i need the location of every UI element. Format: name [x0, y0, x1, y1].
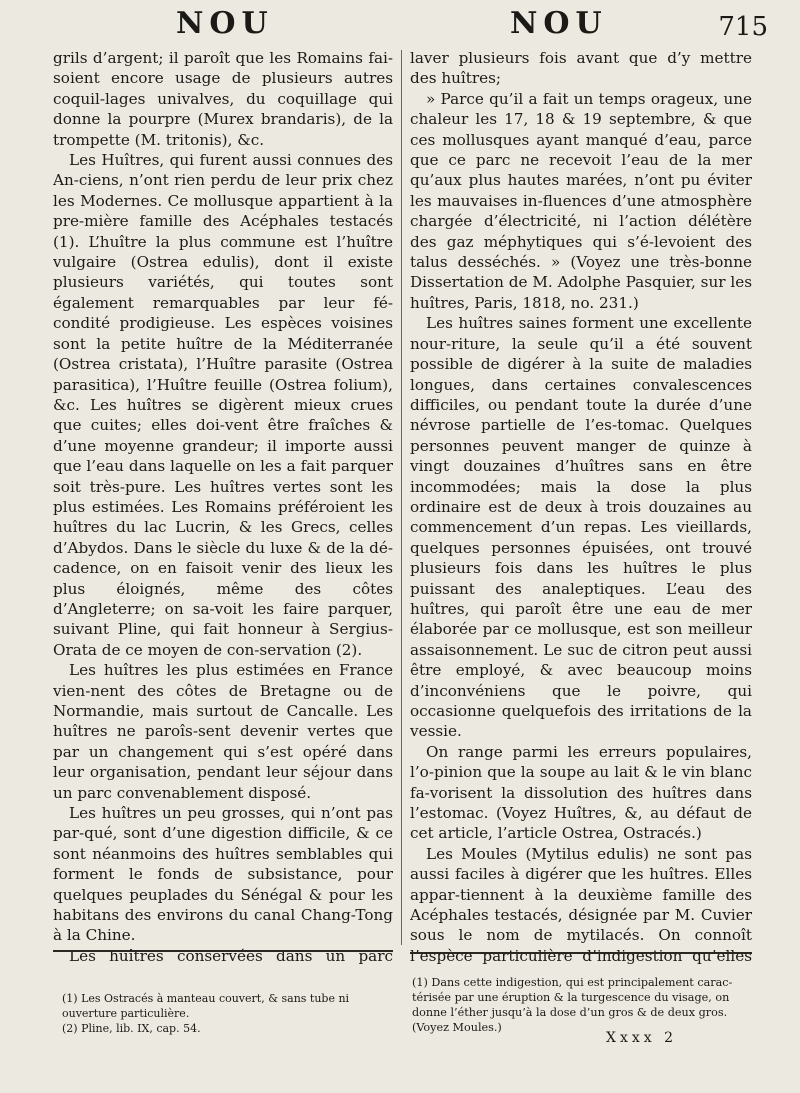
running-head-right: NOU	[510, 6, 608, 41]
paragraph: Les huîtres saines forment une excellente nour-riture, la seule qu’il a été souvent possible de digérer à la suite de maladies longues, dans certaines convalescences difficiles, ou pendant toute la durée d’une névrose partielle de l’es-tomac. Quelques personnes peuvent manger de quinze à vingt douzaines d’huîtres sans en être incommodées; mais la dose la plus ordinaire est de deux à trois douzaines au commencement d’un repas. Les vieillards, quelques personnes épuisées, ont trouvé plusieurs fois dans les huîtres le plus puissant des analeptiques. L’eau des huîtres, qui paroît être une eau de mer élaborée par ce mollusque, est son meilleur assaisonnement. Le suc de citron peut aussi être employé, & avec beaucoup moins d’inconvéniens que le poivre, qui occasionne quelquefois des irritations de la vessie.	[410, 314, 752, 741]
paragraph: On range parmi les erreurs populaires, l’o-pinion que la soupe au lait & le vin blanc fa-vorisent la dissolution des huîtres dans l’estomac. (Voyez Huîtres, &, au défaut de cet article, l’article Ostrea, Ostracés.)	[410, 742, 752, 843]
left-column	[53, 48, 393, 968]
column-divider	[401, 50, 402, 945]
footnotes-right	[412, 975, 752, 1035]
paragraph: Les huîtres un peu grosses, qui n’ont pas par-qué, sont d’une digestion difficile, & ce sont néanmoins des huîtres semblables qui forment le fonds de subsistance, pour quelques peuplades du Sénégal & pour les habitans des environs du canal Chang-Tong à la Chine.	[53, 804, 393, 945]
footnote: (1) Dans cette indigestion, qui est principalement carac-térisée par une éruption & la turgescence du visage, on donne l’éther jusqu’à la dose d’un gros & de deux gros. (Voyez Moules.)	[412, 976, 733, 1034]
footnote-rule-left	[53, 950, 393, 952]
footnotes-left	[62, 991, 394, 1036]
footnote: (2) Pline, lib. IX, cap. 54.	[62, 1022, 201, 1035]
paragraph: Les huîtres les plus estimées en France vien-nent des côtes de Bretagne ou de Normandie, mais surtout de Cancalle. Les huîtres ne paroîs-sent devenir vertes que par un changement qui s’est opéré dans leur organisation, pendant leur séjour dans un parc convenablement disposé.	[53, 661, 393, 802]
paragraph: Les huîtres conservées dans un parc	[69, 946, 393, 965]
paragraph: » Parce qu’il a fait un temps orageux, une chaleur les 17, 18 & 19 septembre, & que ces mollusques ayant manqué d’eau, parce que ce parc ne recevoit l’eau de la mer qu’aux plus hautes marées, n’ont pu éviter les mauvaises in-fluences d’une atmosphère chargée d’électricité, ni l’action délétère des gaz méphytiques qui s’é-levoient des talus desséchés. » (Voyez une très-bonne Dissertation de M. Adolphe Pasquier, sur les huîtres, Paris, 1818, no. 231.)	[410, 89, 752, 312]
paragraph: Les Moules (Mytilus edulis) ne sont pas aussi faciles à digérer que les huîtres. Elles appar-tiennent à la deuxième famille des Acéphales testacés, désignée par M. Cuvier sous le nom de mytilacés. On connoît l’espèce particulière d’indigestion qu’elles	[410, 844, 752, 965]
paragraph: laver plusieurs fois avant que d’y mettre des huîtres;	[410, 49, 752, 88]
footnote: (1) Les Ostracés à manteau couvert, & sans tube ni ouverture particulière.	[62, 992, 350, 1020]
footnote-rule-right	[410, 952, 752, 954]
signature-mark: Xxxx 2	[606, 1030, 678, 1046]
page-number: 715	[718, 12, 768, 42]
paragraph: grils d’argent; il paroît que les Romains fai-soient encore usage de plusieurs autres coquil-lages univalves, du coquillage qui donne la pourpre (Murex brandaris), de la trompette (M. tritonis), &c.	[53, 49, 393, 149]
running-head-left: NOU	[176, 6, 274, 41]
paragraph: Les Huîtres, qui furent aussi connues des An-ciens, n’ont rien perdu de leur prix chez les Modernes. Ce mollusque appartient à la pre-mière famille des Acéphales testacés (1). L’huître la plus commune est l’huître vulgaire (Ostrea edulis), dont il existe plusieurs variétés, qui toutes sont également remarquables par leur fé-condité prodigieuse. Les espèces voisines sont la petite huître de la Méditerranée (Ostrea cristata), l’Huître parasite (Ostrea parasitica), l’Huître feuille (Ostrea folium), &c. Les huîtres se digèrent mieux crues que cuites; elles doi-vent être fraîches & d’une moyenne grandeur; il importe aussi que l’eau dans laquelle on les a fait parquer soit très-pure. Les huîtres vertes sont les plus estimées. Les Romains préféroient les huîtres du lac Lucrin, & les Grecs, celles d’Abydos. Dans le siècle du luxe & de la dé-cadence, on en faisoit venir des lieux les plus éloignés, même des côtes d’Angleterre; on sa-voit les faire parquer, suivant Pline, qui fait honneur à Sergius-Orata de ce moyen de con-servation (2).	[53, 151, 393, 659]
right-column	[410, 48, 752, 968]
